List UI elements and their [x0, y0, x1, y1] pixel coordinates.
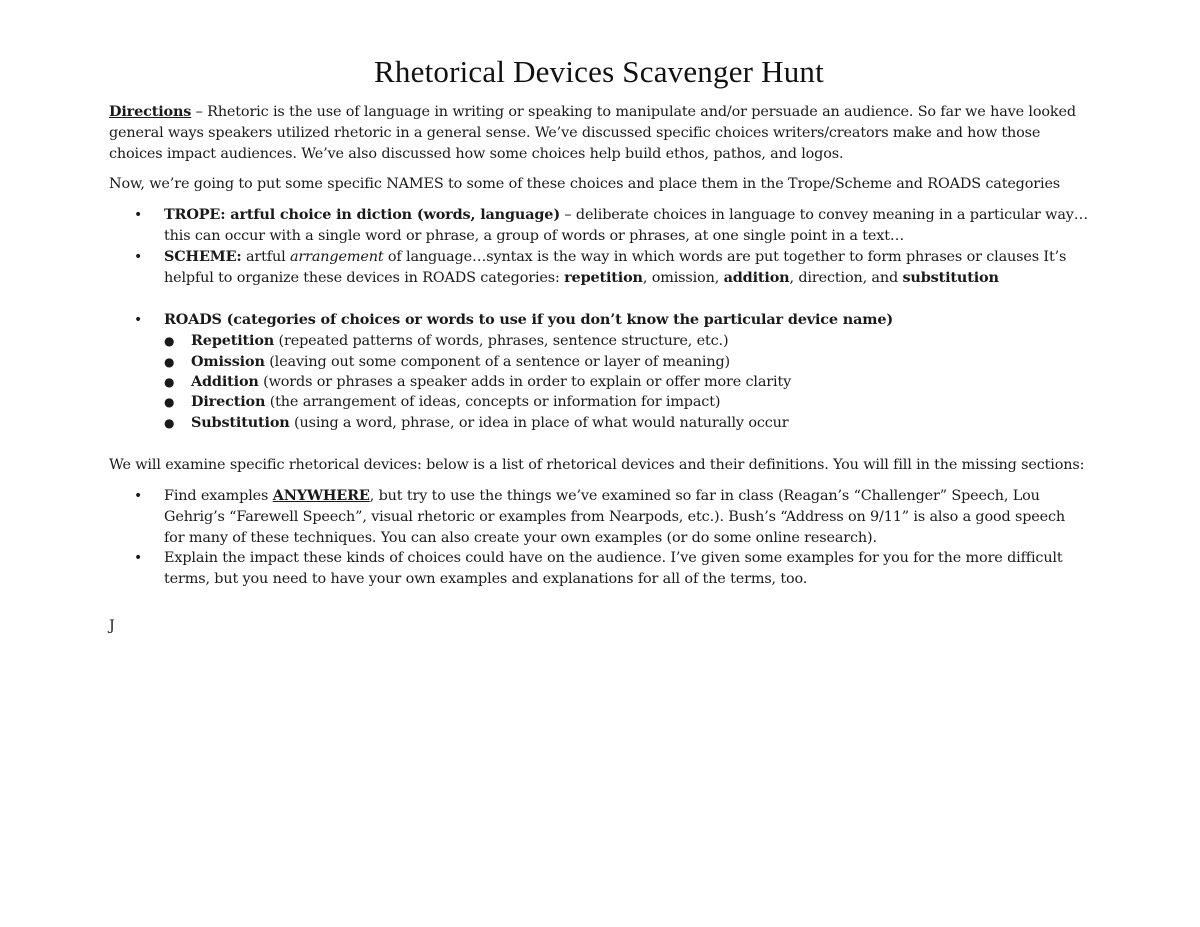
small-bullet-icon: ● [164, 334, 175, 349]
trope-text: – deliberate choices in language to convey meaning in a particular way…this can occur with a single word or phrase, a group of words or phrases, at one single point in a text… [164, 207, 1088, 244]
scheme-category-addition: addition [723, 268, 790, 286]
task-explain-impact [109, 548, 1089, 590]
roads-desc: (using a word, phrase, or idea in place of what would naturally occur [289, 414, 789, 431]
scheme-category-substitution: substitution [902, 268, 999, 286]
trope-scheme-list [109, 205, 1089, 288]
directions-paragraph [109, 102, 1089, 164]
scheme-item [109, 247, 1089, 289]
roads-subitem-repetition [164, 331, 1089, 351]
roads-term: Substitution [191, 413, 290, 431]
roads-sublist [164, 331, 1089, 433]
roads-term: Direction [191, 393, 266, 411]
task-find-emphasis: ANYWHERE [272, 487, 370, 504]
scheme-separator-2: , direction, and [789, 269, 903, 286]
task-explain-text: Explain the impact these kinds of choices could have on the audience. I’ve given some examples for you for the more difficult terms, but you need to have your own examples and explanations for all of the terms, too. [164, 550, 1063, 588]
task-find-examples [109, 486, 1089, 548]
roads-term: Omission [191, 352, 265, 370]
examine-paragraph: We will examine specific rhetorical devices: below is a list of rhetorical devices and their definitions. You will fill in the missing sections: [109, 457, 1085, 474]
roads-subitem-substitution [164, 413, 1089, 433]
roads-heading: ROADS (categories of choices or words to use if you don’t know the particular device name) [164, 311, 893, 329]
small-bullet-icon: ● [164, 415, 175, 430]
document-page [109, 52, 1089, 634]
roads-desc: (leaving out some component of a sentence or layer of meaning) [264, 353, 730, 370]
bullet-icon: • [134, 488, 143, 504]
roads-desc: (words or phrases a speaker adds in order to explain or offer more clarity [258, 373, 792, 390]
tasks-list [109, 486, 1089, 590]
small-bullet-icon: ● [164, 374, 175, 389]
trope-label: TROPE: [164, 206, 226, 224]
roads-list [109, 310, 1089, 433]
footer-mark: J [109, 617, 115, 634]
scheme-label: SCHEME: [164, 247, 242, 265]
roads-term: Repetition [191, 332, 275, 350]
bullet-icon: • [134, 550, 143, 567]
directions-text: – Rhetoric is the use of language in writing or speaking to manipulate and/or persuade an audience. So far we have looked general ways speakers utilized rhetoric in a general sense. We’ve discussed specific choices writers/creators make and how those choices impact audiences. We’ve also discussed how some choices help build ethos, pathos, and logos. [109, 104, 1076, 162]
roads-item [109, 310, 1089, 433]
task-find-pre: Find examples [164, 488, 273, 504]
roads-term: Addition [191, 372, 259, 390]
bullet-icon: • [134, 312, 143, 329]
roads-desc: (the arrangement of ideas, concepts or information for impact) [265, 394, 721, 411]
scheme-separator-1: , omission, [642, 269, 724, 286]
trope-bold-definition: artful choice in diction (words, language) [225, 206, 560, 224]
roads-subitem-addition [164, 372, 1089, 392]
small-bullet-icon: ● [164, 395, 175, 410]
roads-desc: (repeated patterns of words, phrases, sentence structure, etc.) [274, 333, 729, 350]
directions-label: Directions [109, 103, 192, 120]
scheme-italic-word: arrangement [289, 248, 384, 265]
scheme-text-1: artful [241, 248, 290, 265]
roads-subitem-omission [164, 352, 1089, 372]
small-bullet-icon: ● [164, 354, 175, 369]
scheme-category-repetition: repetition [564, 268, 643, 286]
trope-item [109, 205, 1089, 247]
task-find-post: , but try to use the things we’ve examined so far in class (Reagan’s “Challenger” Speech, Lou Gehrig’s “Farewell Speech”, visual rhetoric or examples from Nearpods, etc.). Bush’s “Address on 9/11” is also a good speech for many of these techniques. You can also create your own examples (or do some online research). [164, 488, 1066, 546]
intro-paragraph: Now, we’re going to put some specific NAMES to some of these choices and place them in the Trope/Scheme and ROADS categories [109, 176, 1061, 193]
page-title: Rhetorical Devices Scavenger Hunt [374, 54, 824, 89]
bullet-icon: • [134, 207, 143, 224]
scheme-text-2: of language…syntax is the way in which words are put together to form phrases or clauses It’s helpful to organize these devices in ROADS categories: [164, 248, 1067, 286]
roads-subitem-direction [164, 392, 1089, 412]
bullet-icon: • [134, 248, 143, 265]
